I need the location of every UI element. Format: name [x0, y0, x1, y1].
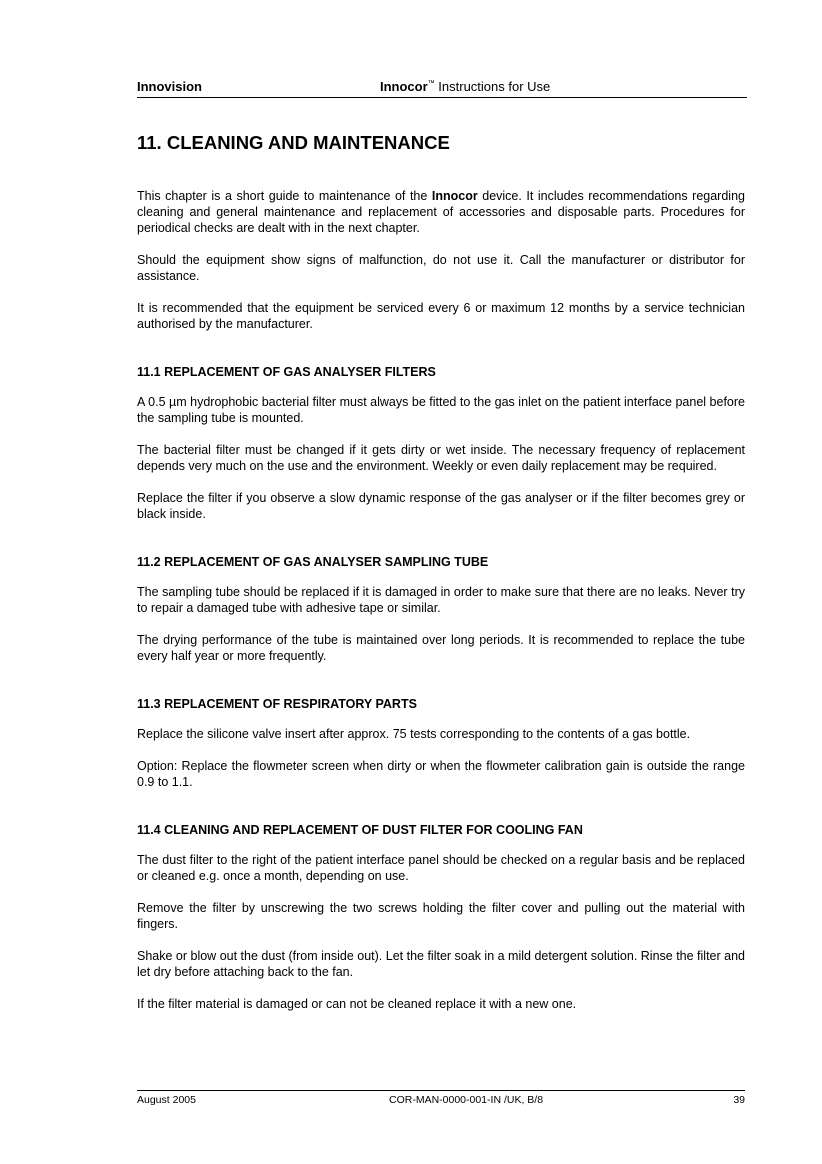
intro-paragraph-3: It is recommended that the equipment be serviced every 6 or maximum 12 months by a service technician authorised by the manufacturer.: [137, 301, 745, 331]
section-paragraph: The bacterial filter must be changed if it gets dirty or wet inside. The necessary frequency of replacement depends very much on the use and the environment. Weekly or even daily replacement may be required.: [137, 443, 745, 473]
intro-paragraph-2: Should the equipment show signs of malfunction, do not use it. Call the manufacturer or distributor for assistance.: [137, 253, 745, 283]
section-paragraph: If the filter material is damaged or can not be cleaned replace it with a new one.: [137, 997, 577, 1011]
page-number: 39: [733, 1094, 745, 1106]
document-title-suffix: Instructions for Use: [434, 79, 551, 94]
company-name: Innovision: [137, 79, 202, 94]
chapter-title: 11. CLEANING AND MAINTENANCE: [137, 132, 450, 153]
section-paragraph: Shake or blow out the dust (from inside out). Let the filter soak in a mild detergent solution. Rinse the filter and let dry before attaching back to the fan.: [137, 949, 745, 979]
intro-paragraph-1: [137, 188, 745, 236]
intro-text-start: This chapter is a short guide to maintenance of the: [137, 189, 432, 203]
product-name: Innocor: [380, 79, 428, 94]
footer-date: August 2005: [137, 1094, 196, 1106]
trademark-symbol: ™: [427, 80, 435, 87]
page-footer: [137, 1090, 745, 1110]
section-paragraph: Remove the filter by unscrewing the two screws holding the filter cover and pulling out the material with fingers.: [137, 901, 745, 931]
section-paragraph: Replace the filter if you observe a slow dynamic response of the gas analyser or if the filter becomes grey or black inside.: [137, 491, 745, 521]
intro-product-name: Innocor: [431, 189, 478, 203]
section-heading-11-4: 11.4 CLEANING AND REPLACEMENT OF DUST FILTER FOR COOLING FAN: [137, 823, 583, 837]
section-paragraph: Replace the silicone valve insert after approx. 75 tests corresponding to the contents of a gas bottle.: [137, 727, 691, 741]
page-header: [137, 79, 747, 98]
intro-text-end: device. It includes recommendations regarding cleaning and general maintenance and replacement of accessories and disposable parts. Procedures for periodical checks are dealt with in the next chapter.: [137, 189, 745, 235]
section-paragraph: The drying performance of the tube is maintained over long periods. It is recommended to replace the tube every half year or more frequently.: [137, 633, 745, 663]
section-paragraph: Option: Replace the flowmeter screen when dirty or when the flowmeter calibration gain is outside the range 0.9 to 1.1.: [137, 759, 745, 789]
section-paragraph: A 0.5 µm hydrophobic bacterial filter must always be fitted to the gas inlet on the patient interface panel before the sampling tube is mounted.: [137, 395, 745, 425]
section-heading-11-3: 11.3 REPLACEMENT OF RESPIRATORY PARTS: [137, 697, 417, 711]
document-title: [380, 79, 550, 94]
page-content: [137, 131, 745, 1028]
section-paragraph: The dust filter to the right of the patient interface panel should be checked on a regular basis and be replaced or cleaned e.g. once a month, depending on use.: [137, 853, 745, 883]
section-heading-11-1: 11.1 REPLACEMENT OF GAS ANALYSER FILTERS: [137, 365, 436, 379]
section-paragraph: The sampling tube should be replaced if it is damaged in order to make sure that there are no leaks. Never try to repair a damaged tube with adhesive tape or similar.: [137, 585, 745, 615]
footer-document-reference: COR-MAN-0000-001-IN /UK, B/8: [389, 1094, 544, 1106]
section-heading-11-2: 11.2 REPLACEMENT OF GAS ANALYSER SAMPLING TUBE: [137, 555, 489, 569]
